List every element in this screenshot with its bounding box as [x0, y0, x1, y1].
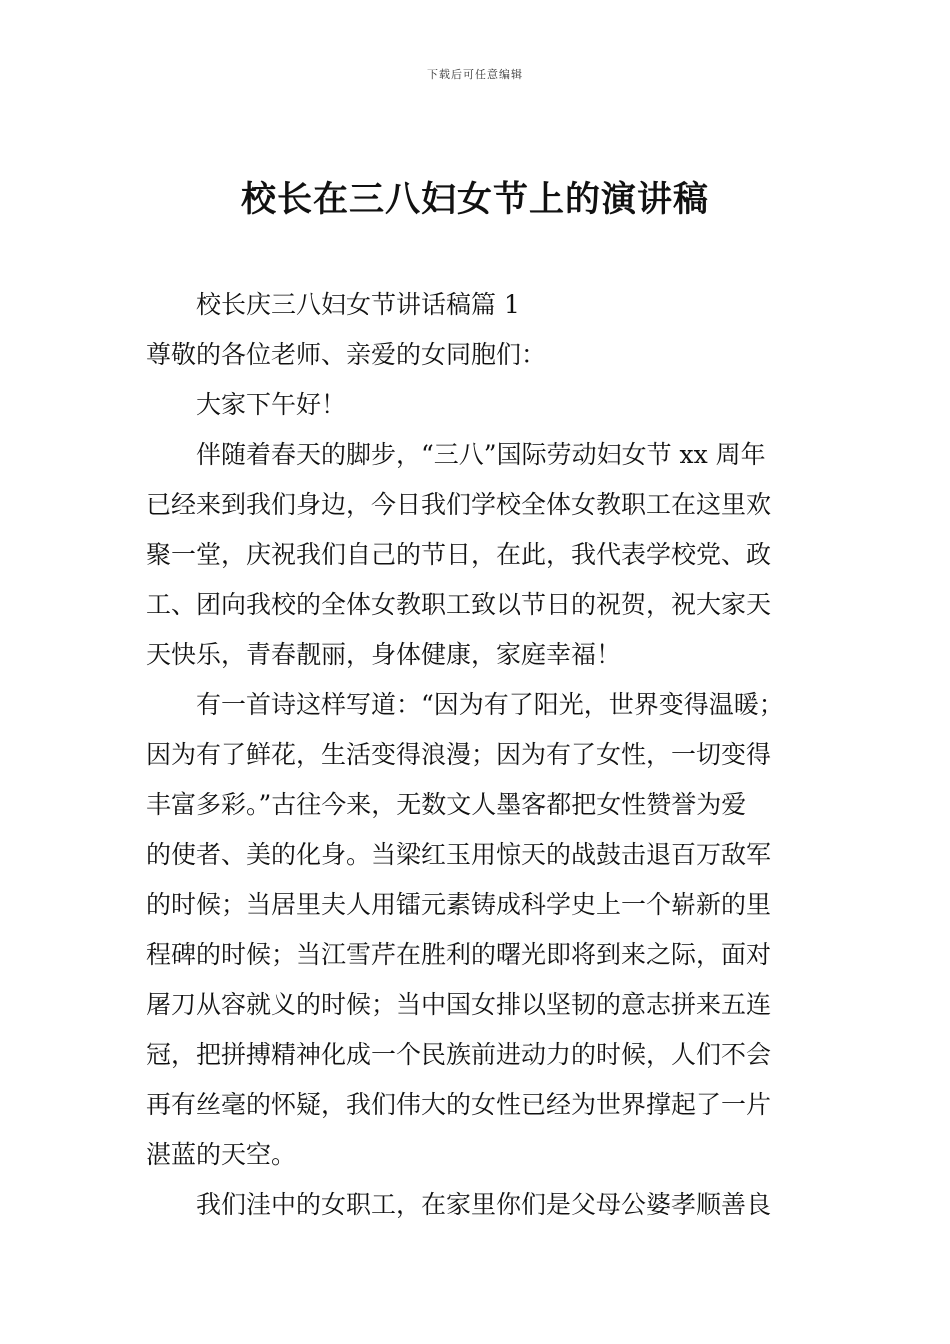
paragraph-line: 聚一堂，庆祝我们自己的节日，在此，我代表学校党、政 [146, 540, 772, 569]
paragraph-line: 伴随着春天的脚步，“三八”国际劳动妇女节 xx 周年 [196, 440, 766, 469]
paragraph-line: 我们洼中的女职工，在家里你们是父母公婆孝顺善良 [196, 1190, 772, 1219]
paragraph-line: 已经来到我们身边，今日我们学校全体女教职工在这里欢 [146, 490, 772, 519]
paragraph-line: 丰富多彩。”古往今来，无数文人墨客都把女性赞誉为爱 [146, 790, 747, 819]
paragraph-line: 天快乐，青春靓丽，身体健康，家庭幸福！ [146, 640, 622, 669]
paragraph-line: 再有丝毫的怀疑，我们伟大的女性已经为世界撑起了一片 [146, 1090, 772, 1119]
paragraph-line: 屠刀从容就义的时候；当中国女排以坚韧的意志拼来五连 [146, 990, 772, 1019]
paragraph-line: 程碑的时候；当江雪芹在胜利的曙光即将到来之际，面对 [146, 940, 772, 969]
paragraph-line: 有一首诗这样写道：“因为有了阳光，世界变得温暖； [196, 690, 784, 719]
salutation-line: 大家下午好！ [196, 390, 347, 419]
document-title: 校长在三八妇女节上的演讲稿 [240, 180, 709, 220]
paragraph-line: 冠，把拼搏精神化成一个民族前进动力的时候，人们不会 [146, 1040, 772, 1069]
paragraph-line: 的时候；当居里夫人用镭元素铸成科学史上一个崭新的里 [146, 890, 772, 919]
document-body [146, 280, 826, 1230]
paragraph-line: 工、团向我校的全体女教职工致以节日的祝贺，祝大家天 [146, 590, 772, 619]
paragraph-line: 的使者、美的化身。当梁红玉用惊天的战鼓击退百万敌军 [146, 840, 772, 869]
paragraph-line: 湛蓝的天空。 [146, 1140, 297, 1169]
section-subtitle: 校长庆三八妇女节讲话稿篇 1 [196, 290, 520, 319]
paragraph-line: 因为有了鲜花，生活变得浪漫；因为有了女性，一切变得 [146, 740, 772, 769]
greeting-line: 尊敬的各位老师、亲爱的女同胞们： [146, 340, 547, 369]
header-note: 下载后可任意编辑 [427, 68, 523, 81]
